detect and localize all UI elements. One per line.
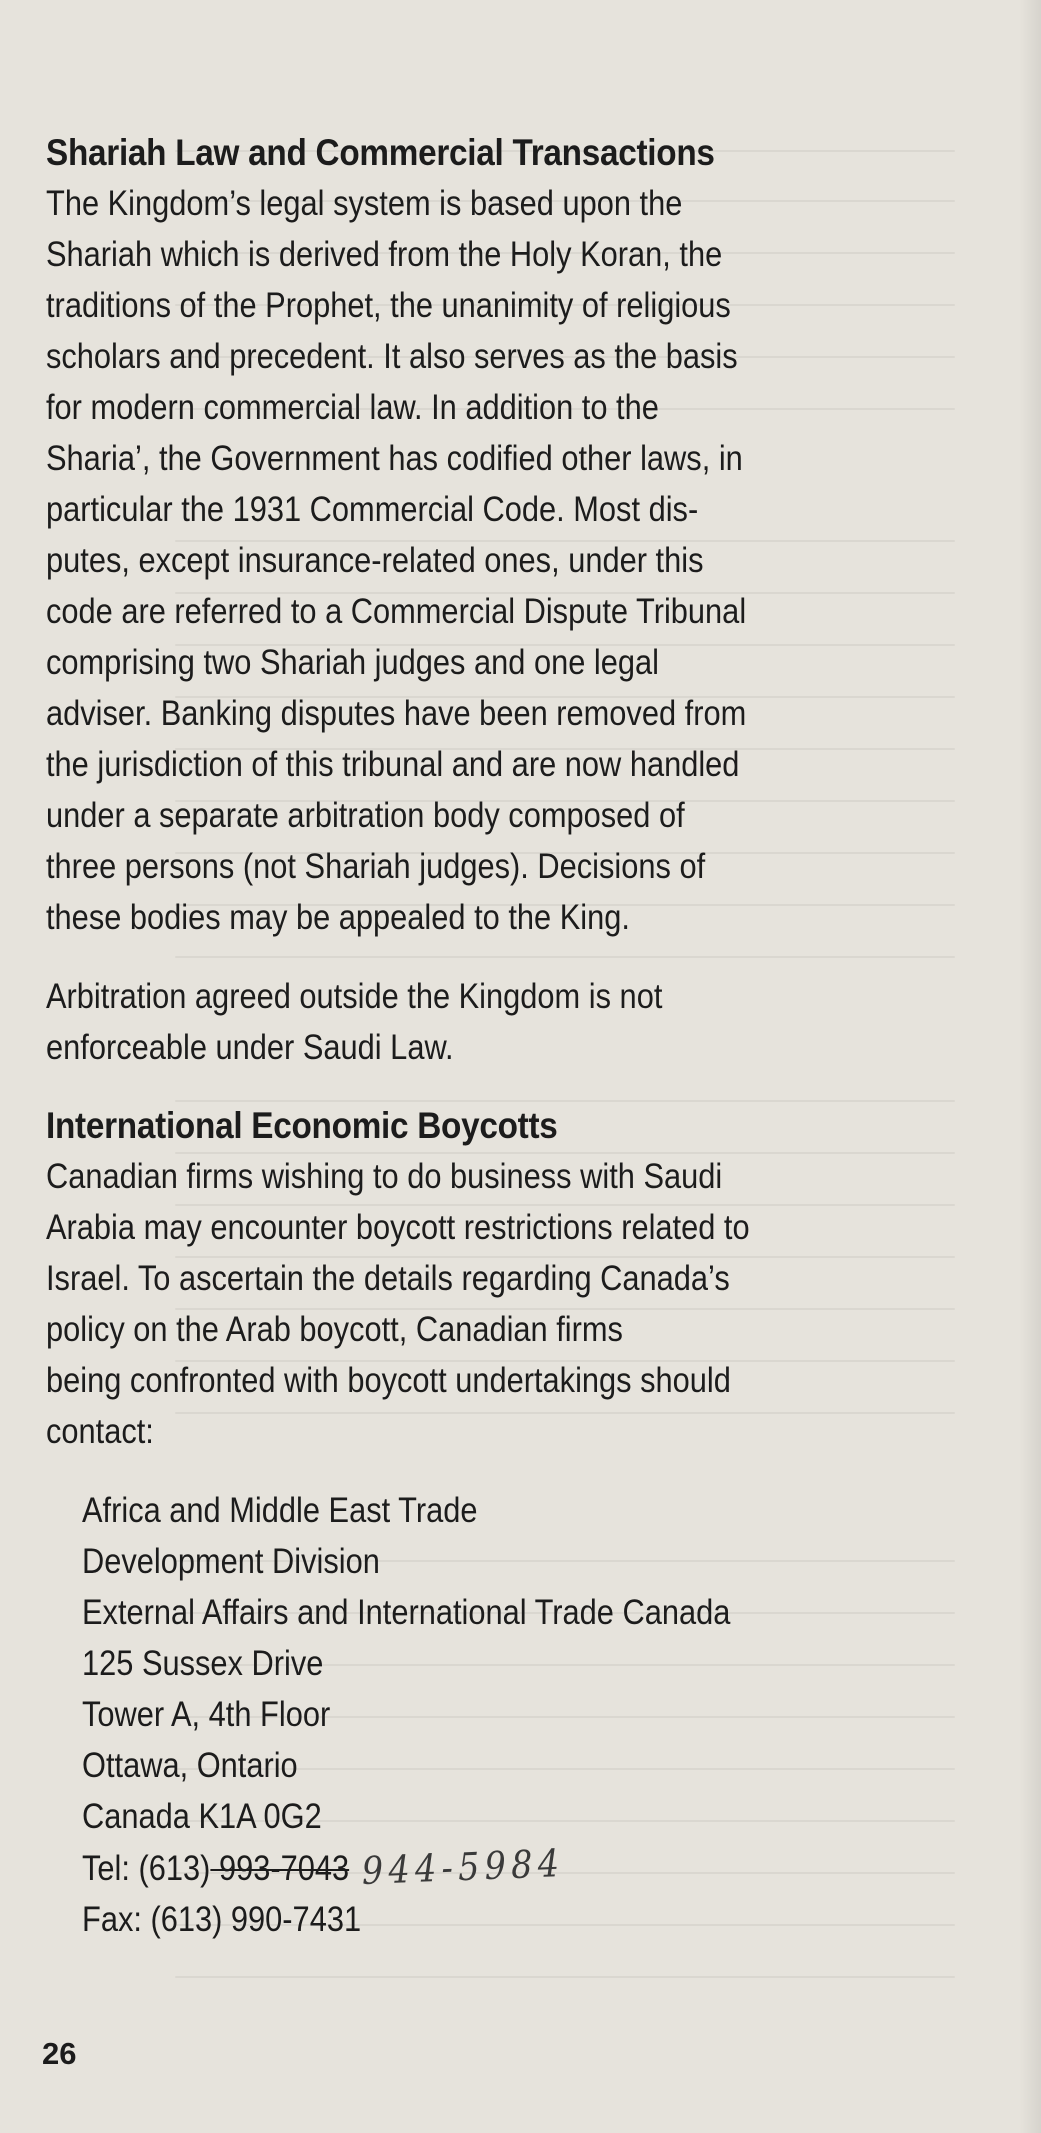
text-line: Shariah which is derived from the Holy Koran, the [46, 235, 723, 274]
text-line: Arbitration agreed outside the Kingdom is not [46, 977, 663, 1016]
address-line: 125 Sussex Drive [82, 1644, 324, 1683]
paragraph-legal-system [46, 178, 926, 943]
page-binding-shadow [1019, 0, 1041, 2133]
text-line: three persons (not Shariah judges). Decisions of [46, 847, 706, 886]
text-line: under a separate arbitration body composed of [46, 796, 685, 835]
text-line: scholars and precedent. It also serves as the basis [46, 337, 738, 376]
text-line: the jurisdiction of this tribunal and are now handled [46, 745, 740, 784]
text-line: code are referred to a Commercial Dispute Tribunal [46, 592, 747, 631]
contact-address [82, 1485, 926, 1945]
text-line: contact: [46, 1412, 154, 1451]
address-line: Development Division [82, 1542, 380, 1581]
fax-line: Fax: (613) 990-7431 [82, 1900, 362, 1939]
text-line: Israel. To ascertain the details regarding Canada’s [46, 1259, 730, 1298]
text-line: Arabia may encounter boycott restrictions related to [46, 1208, 750, 1247]
paragraph-arbitration [46, 971, 926, 1073]
page-number: 26 [42, 2036, 77, 2071]
text-line: enforceable under Saudi Law. [46, 1028, 454, 1067]
page-content [46, 128, 926, 1945]
address-line: Ottawa, Ontario [82, 1746, 298, 1785]
paragraph-boycotts [46, 1151, 926, 1457]
address-line: Canada K1A 0G2 [82, 1797, 322, 1836]
heading-shariah-law: Shariah Law and Commercial Transactions [46, 132, 715, 173]
text-line: particular the 1931 Commercial Code. Most dis- [46, 490, 699, 529]
address-line: Tower A, 4th Floor [82, 1695, 331, 1734]
address-line: Africa and Middle East Trade [82, 1491, 478, 1530]
text-line: The Kingdom’s legal system is based upon the [46, 184, 683, 223]
text-line: traditions of the Prophet, the unanimity of religious [46, 286, 731, 325]
heading-economic-boycotts: International Economic Boycotts [46, 1105, 558, 1146]
text-line: putes, except insurance-related ones, under this [46, 541, 704, 580]
struck-telephone-number: 993-7043 [210, 1849, 350, 1888]
text-line: these bodies may be appealed to the King. [46, 898, 630, 937]
text-line: comprising two Shariah judges and one legal [46, 643, 659, 682]
telephone-line [82, 1842, 825, 1894]
text-line: Sharia’, the Government has codified other laws, in [46, 439, 743, 478]
telephone-label: Tel: (613) [82, 1849, 211, 1888]
address-line: External Affairs and International Trade Canada [82, 1593, 731, 1632]
text-line: for modern commercial law. In addition to the [46, 388, 659, 427]
handwritten-telephone-number: 944-5984 [360, 1840, 565, 1894]
text-line: Canadian firms wishing to do business with Saudi [46, 1157, 723, 1196]
text-line: adviser. Banking disputes have been removed from [46, 694, 747, 733]
text-line: policy on the Arab boycott, Canadian firms [46, 1310, 623, 1349]
text-line: being confronted with boycott undertakings should [46, 1361, 731, 1400]
